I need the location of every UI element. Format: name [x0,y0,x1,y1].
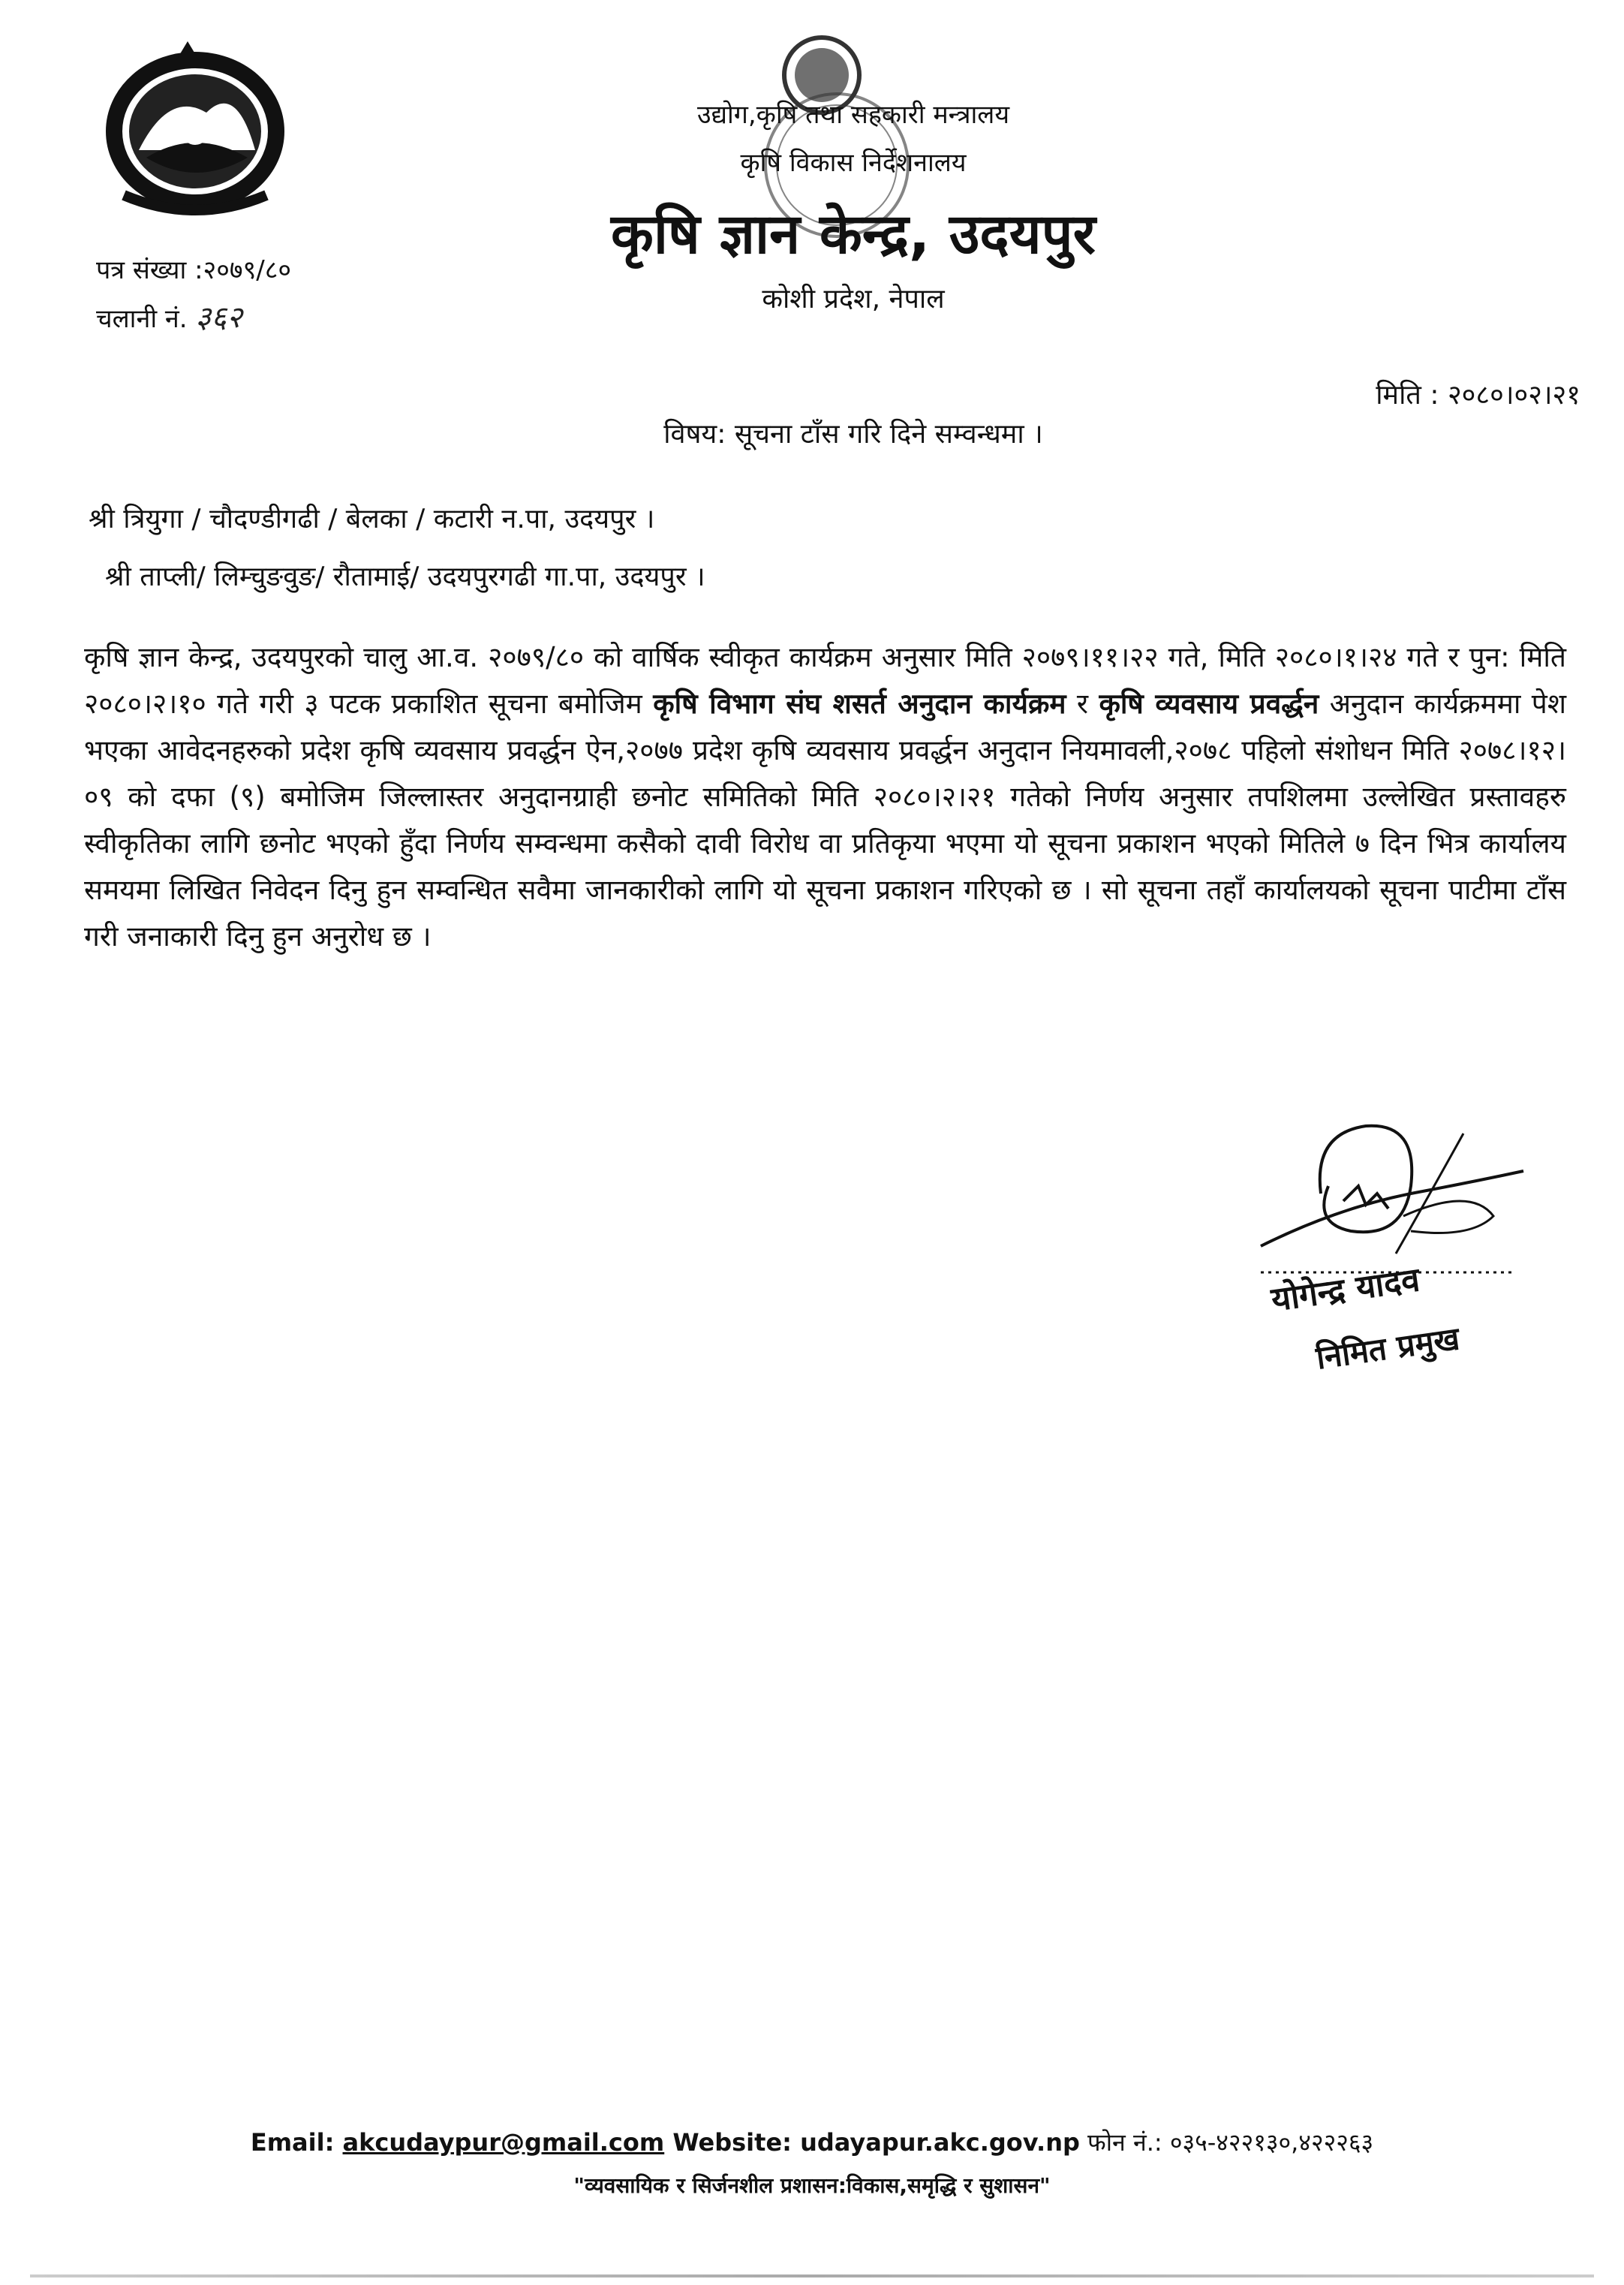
signatory-title: निमित प्रमुख [1313,1320,1462,1377]
body-part-3: अनुदान कार्यक्रममा पेश भएका आवेदनहरुको प्रदेश कृषि व्यवसाय प्रवर्द्धन ऐन,२०७७ प्रदेश कृषि व्यवसाय प्रवर्द्धन अनुदान नियमावली,२०७८ पहिलो संशोधन मिति २०७८।१२।०९ को दफा (९) बमोजिम जिल्लास्तर अनुदानग्राही छनोट समितिको मिति २०८०।२।२१ गतेको निर्णय अनुसार तपशिलमा उल्लेखित प्रस्तावहरु स्वीकृतिका लागि छनोट भएको हुँदा निर्णय सम्वन्धमा कसैको दावी विरोध वा प्रतिकृया भएमा यो सूचना प्रकाशन भएको मितिले ७ दिन भित्र कार्यालय समयमा लिखित निवेदन दिनु हुन सम्वन्धित सवैमा जानकारीको लागि यो सूचना प्रकाशन गरिएको छ । सो सूचना तहाँ कार्यालयको सूचना पाटीमा टाँस गरी जनाकारी दिनु हुन अनुरोध छ । [84,688,1566,953]
letter-subject: विषय: सूचना टाँस गरि दिने सम्वन्धमा । [663,419,1043,450]
body-part-1: कृषि ज्ञान केन्द्र, उदयपुरको चालु आ.व. २०७९/८० को वार्षिक स्वीकृत कार्यक्रम अनुसार मिति २०७९।११।२२ गते, मिति २०८०।१।२४ गते र पुन: मिति २०८०।२।१० गते गरी ३ पटक प्रकाशित सूचना बमोजिम [84,641,1566,720]
website-label: Website: [664,2128,801,2157]
body-bold-2: कृषि व्यवसाय प्रवर्द्धन [1099,688,1319,720]
signatory-name: योगेन्द्र यादव [1268,1260,1422,1320]
email-link[interactable]: akcudaypur@gmail.com [342,2128,665,2157]
website-link[interactable]: udayapur.akc.gov.np [800,2128,1080,2157]
chalani-value: ३६२ [195,300,242,335]
chalani-label: चलानी नं. [96,304,196,334]
chalani-number [96,295,242,336]
letter-number: पत्र संख्या :२०७९/८० [96,255,292,285]
email-label: Email: [250,2128,343,2157]
phone-number: फोन नं.: ०३५-४२२१३०,४२२२६३ [1079,2128,1374,2157]
letter-body [84,634,1566,960]
body-bold-1: कृषि विभाग संघ शसर्त अनुदान कार्यक्रम [653,688,1066,720]
directorate-name: कृषि विकास निर्देशनालय [740,148,967,178]
addressee-1: श्री त्रियुगा / चौदण्डीगढी / बेलका / कटारी न.पा, उदयपुर । [89,504,655,534]
letter-date: मिति : २०८०।०२।२१ [1376,380,1580,411]
scan-edge [30,2274,1594,2277]
ministry-name: उद्योग,कृषि तथा सहकारी मन्त्रालय [696,100,1010,130]
body-part-2: र [1066,688,1099,720]
footer-motto: "व्यवसायिक र सिर्जनशील प्रशासन:विकास,समृद्धि र सुशासन" [573,2173,1051,2198]
province-name: कोशी प्रदेश, नेपाल [762,284,945,315]
footer-contact [0,2126,1624,2158]
office-title: कृषि ज्ञान केन्द्र, उदयपुर [611,202,1096,266]
addressee-2: श्री ताप्ली/ लिम्चुङवुङ/ रौतामाई/ उदयपुरगढी गा.पा, उदयपुर । [105,561,705,592]
